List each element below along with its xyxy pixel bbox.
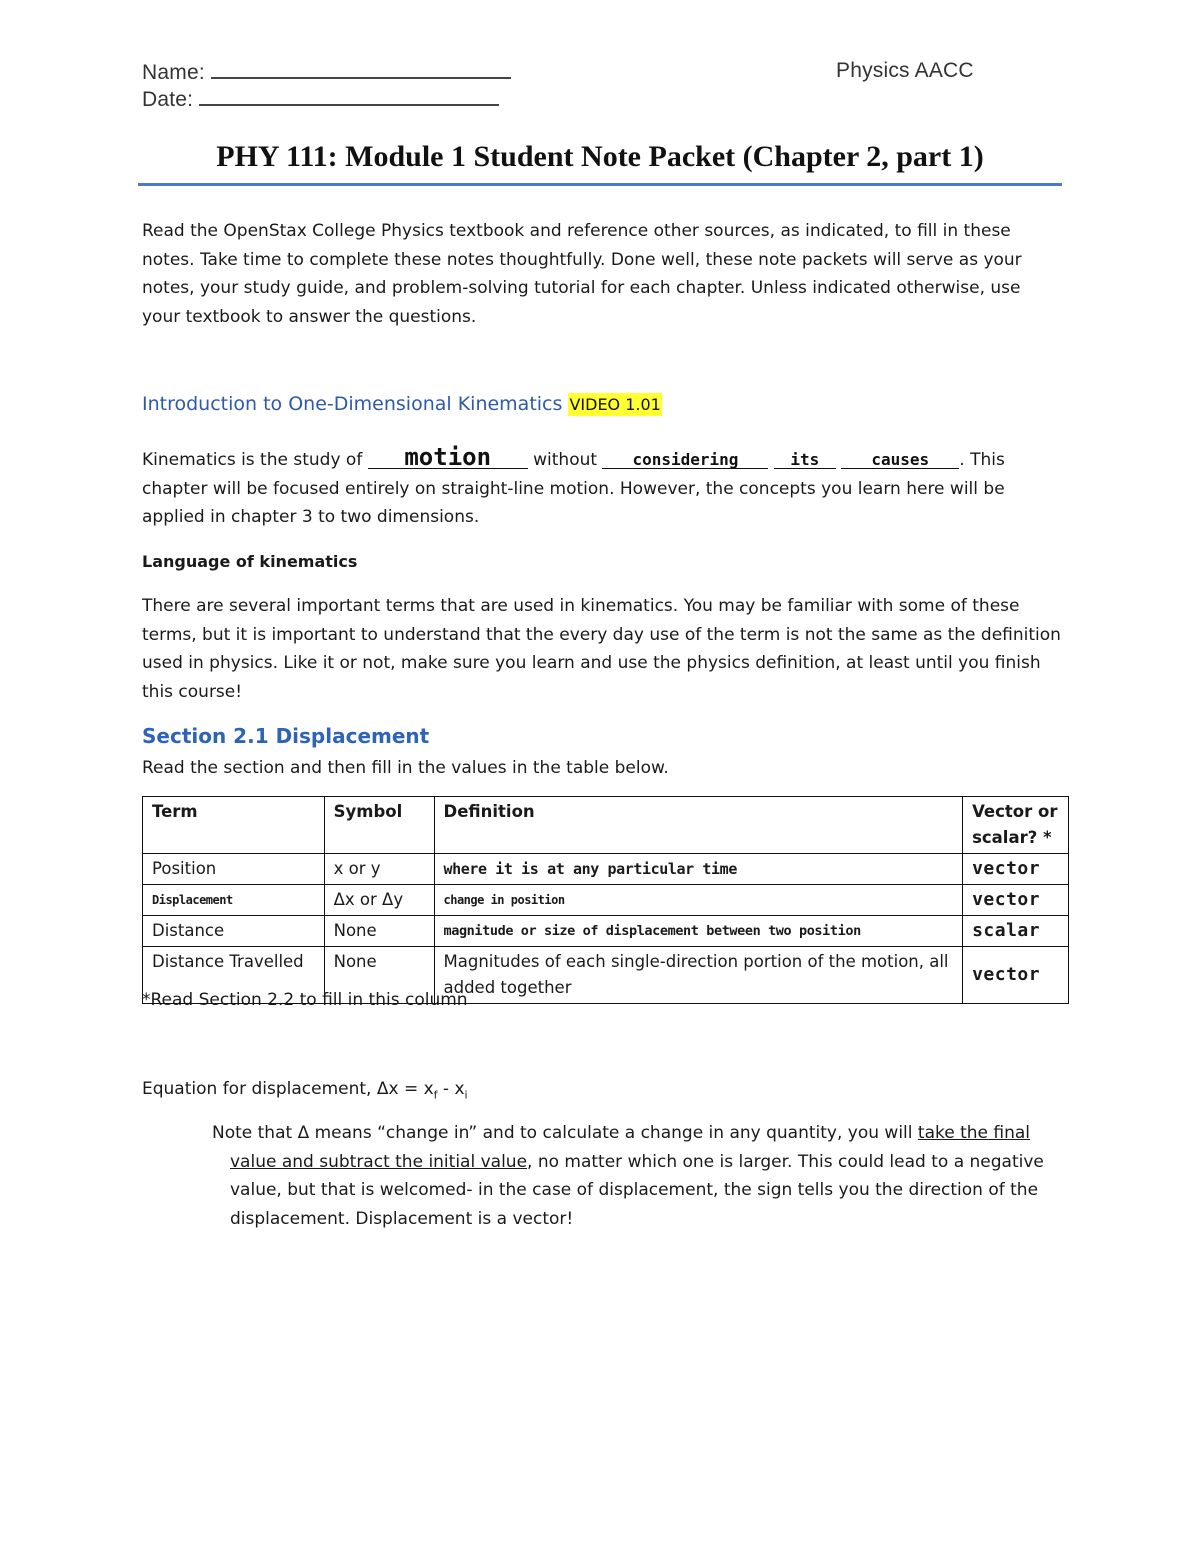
term-cell: Distance: [143, 916, 325, 947]
header-vector-scalar: Vector or scalar? *: [963, 797, 1069, 854]
term-cell: Position: [143, 854, 325, 885]
symbol-cell: None: [324, 916, 434, 947]
table-footnote: *Read Section 2.2 to fill in this column: [142, 990, 468, 1010]
displacement-equation: [142, 1075, 1062, 1110]
answer-blank-3[interactable]: [774, 446, 836, 469]
section-intro-title: Introduction to One-Dimensional Kinematics: [142, 393, 563, 415]
symbol-cell: None: [324, 947, 434, 1004]
equation-minus: - x: [437, 1079, 465, 1099]
name-blank[interactable]: [211, 59, 511, 79]
answer-1: motion: [404, 443, 492, 471]
name-line: [142, 59, 511, 85]
symbol-cell: x or y: [324, 854, 434, 885]
intro-paragraph: Read the OpenStax College Physics textbook and reference other sources, as indicated, to fill in these notes. Take time to complete these notes thoughtfully. Done well, these note packets will serve as your notes, your study guide, and problem-solving tutorial for each chapter. Unless indicated otherwise, use your textbook to answer the questions.: [142, 221, 1022, 327]
header-definition: Definition: [434, 797, 963, 854]
course-label: Physics AACC: [836, 59, 974, 82]
answer-blank-1[interactable]: [368, 443, 528, 471]
date-label: Date:: [142, 88, 194, 111]
definition-cell[interactable]: where it is at any particular time: [434, 854, 963, 885]
equation-sub-f: f: [433, 1088, 438, 1102]
language-paragraph: There are several important terms that are used in kinematics. You may be familiar with some of these terms, but it is important to understand that the every day use of the term is not the same as the definition used in physics. Like it or not, make sure you learn and use the physics definition, at least until you finish this course!: [142, 596, 1061, 702]
answer-blank-4[interactable]: [841, 446, 959, 469]
date-blank[interactable]: [199, 86, 499, 106]
definition-cell: Magnitudes of each single-direction portion of the motion, all added together: [434, 947, 963, 1004]
kinematics-middle: without: [533, 450, 598, 470]
term-cell[interactable]: Displacement: [143, 885, 325, 916]
kinematics-suffix: . This chapter will be focused entirely on straight-line motion. However, the concepts you learn here will be applied in chapter 3 to two dimensions.: [142, 450, 1005, 527]
table-row: [143, 854, 1069, 885]
kinematics-paragraph: [142, 443, 1062, 532]
definition-cell[interactable]: magnitude or size of displacement between two position: [434, 916, 963, 947]
answer-3: its: [790, 450, 820, 469]
kinematics-terms-table: [142, 796, 1069, 1004]
note-part-1: Note that Δ means “change in” and to calculate a change in any quantity, you will: [212, 1123, 918, 1143]
answer-4: causes: [871, 450, 930, 469]
answer-blank-2[interactable]: [602, 446, 768, 469]
table-header-row: [143, 797, 1069, 854]
page-title: PHY 111: Module 1 Student Note Packet (Chapter 2, part 1): [216, 140, 984, 173]
type-cell[interactable]: vector: [963, 947, 1069, 1004]
language-heading: Language of kinematics: [142, 552, 358, 571]
type-cell[interactable]: vector: [963, 854, 1069, 885]
video-tag[interactable]: VIDEO 1.01: [569, 395, 661, 414]
header-term: Term: [143, 797, 325, 854]
header-symbol: Symbol: [324, 797, 434, 854]
table-row: [143, 885, 1069, 916]
note-part-2: , no matter which one is larger. This could lead to a negative value, but that is welcomed- in the case of displacement, the sign tells you the direction of the displacement. Displacement is a vector!: [230, 1151, 1044, 1229]
delta-note: [212, 1119, 1080, 1233]
name-label: Name:: [142, 61, 205, 84]
note-underlined: take the final value and subtract the initial value: [230, 1123, 1031, 1172]
kinematics-prefix: Kinematics is the study of: [142, 450, 363, 470]
section-intro-heading: [142, 393, 662, 415]
section-21-heading: Section 2.1 Displacement: [142, 724, 430, 748]
answer-2: considering: [632, 450, 739, 469]
equation-label: Equation for displacement, Δx = x: [142, 1079, 434, 1099]
type-cell[interactable]: vector: [963, 885, 1069, 916]
table-row: [143, 916, 1069, 947]
date-line: [142, 86, 499, 112]
type-cell[interactable]: scalar: [963, 916, 1069, 947]
equation-sub-i: i: [464, 1088, 468, 1102]
symbol-cell: Δx or Δy: [324, 885, 434, 916]
definition-cell[interactable]: change in position: [434, 885, 963, 916]
section-21-instruction: Read the section and then fill in the values in the table below.: [142, 758, 669, 778]
title-divider: [138, 183, 1062, 186]
term-cell: Distance Travelled: [143, 947, 325, 1004]
